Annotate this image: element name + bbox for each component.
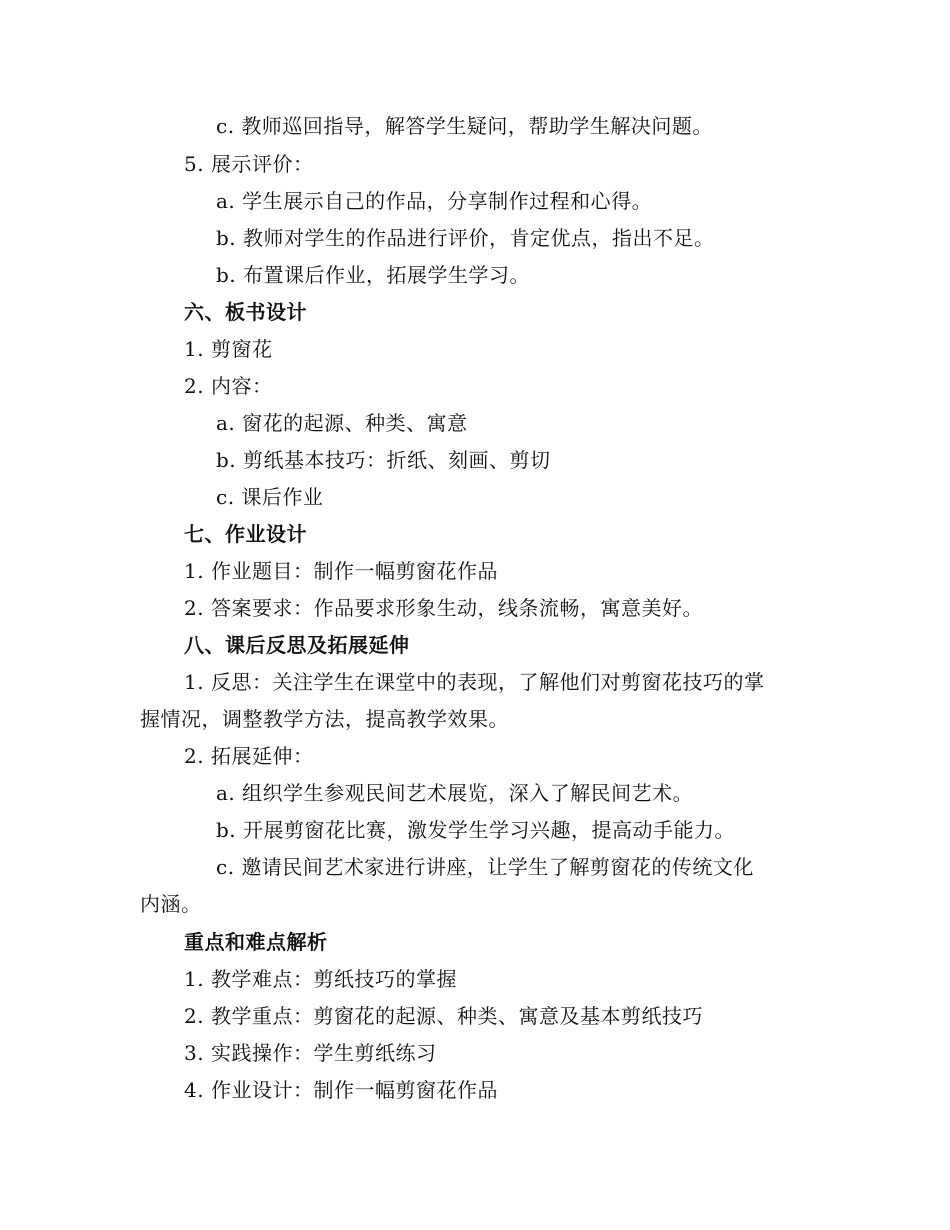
- list-item: c. 教师巡回指导，解答学生疑问，帮助学生解决问题。: [216, 114, 713, 138]
- list-item: 1. 剪窗花: [184, 337, 273, 361]
- list-item: 1. 反思：关注学生在课堂中的表现，了解他们对剪窗花技巧的掌: [184, 670, 765, 694]
- list-item: c. 课后作业: [216, 485, 324, 509]
- section-heading: 六、板书设计: [184, 300, 307, 324]
- list-item: 1. 教学难点：剪纸技巧的掌握: [184, 967, 457, 991]
- list-item: a. 学生展示自己的作品，分享制作过程和心得。: [216, 189, 653, 213]
- list-item-continuation: 握情况，调整教学方法，提高教学效果。: [140, 707, 509, 731]
- list-item: 3. 实践操作：学生剪纸练习: [184, 1041, 437, 1065]
- list-item: 4. 作业设计：制作一幅剪窗花作品: [184, 1078, 498, 1102]
- list-item: a. 组织学生参观民间艺术展览，深入了解民间艺术。: [216, 781, 694, 805]
- list-item: b. 开展剪窗花比赛，激发学生学习兴趣，提高动手能力。: [216, 818, 736, 842]
- list-item: 2. 答案要求：作品要求形象生动，线条流畅，寓意美好。: [184, 596, 703, 620]
- list-item-continuation: 内涵。: [140, 892, 202, 916]
- section-heading: 八、课后反思及拓展延伸: [184, 633, 410, 657]
- list-item: 5. 展示评价：: [184, 152, 314, 176]
- list-item: 1. 作业题目：制作一幅剪窗花作品: [184, 559, 498, 583]
- list-item: b. 布置课后作业，拓展学生学习。: [216, 263, 531, 287]
- list-item: a. 窗花的起源、种类、寓意: [216, 411, 468, 435]
- list-item: c. 邀请民间艺术家进行讲座，让学生了解剪窗花的传统文化: [216, 855, 754, 879]
- section-heading: 七、作业设计: [184, 522, 307, 546]
- list-item: b. 剪纸基本技巧：折纸、刻画、剪切: [216, 448, 551, 472]
- list-item: 2. 内容：: [184, 374, 273, 398]
- list-item: b. 教师对学生的作品进行评价，肯定优点，指出不足。: [216, 226, 715, 250]
- list-item: 2. 教学重点：剪窗花的起源、种类、寓意及基本剪纸技巧: [184, 1004, 703, 1028]
- section-heading: 重点和难点解析: [184, 930, 328, 954]
- list-item: 2. 拓展延伸：: [184, 744, 314, 768]
